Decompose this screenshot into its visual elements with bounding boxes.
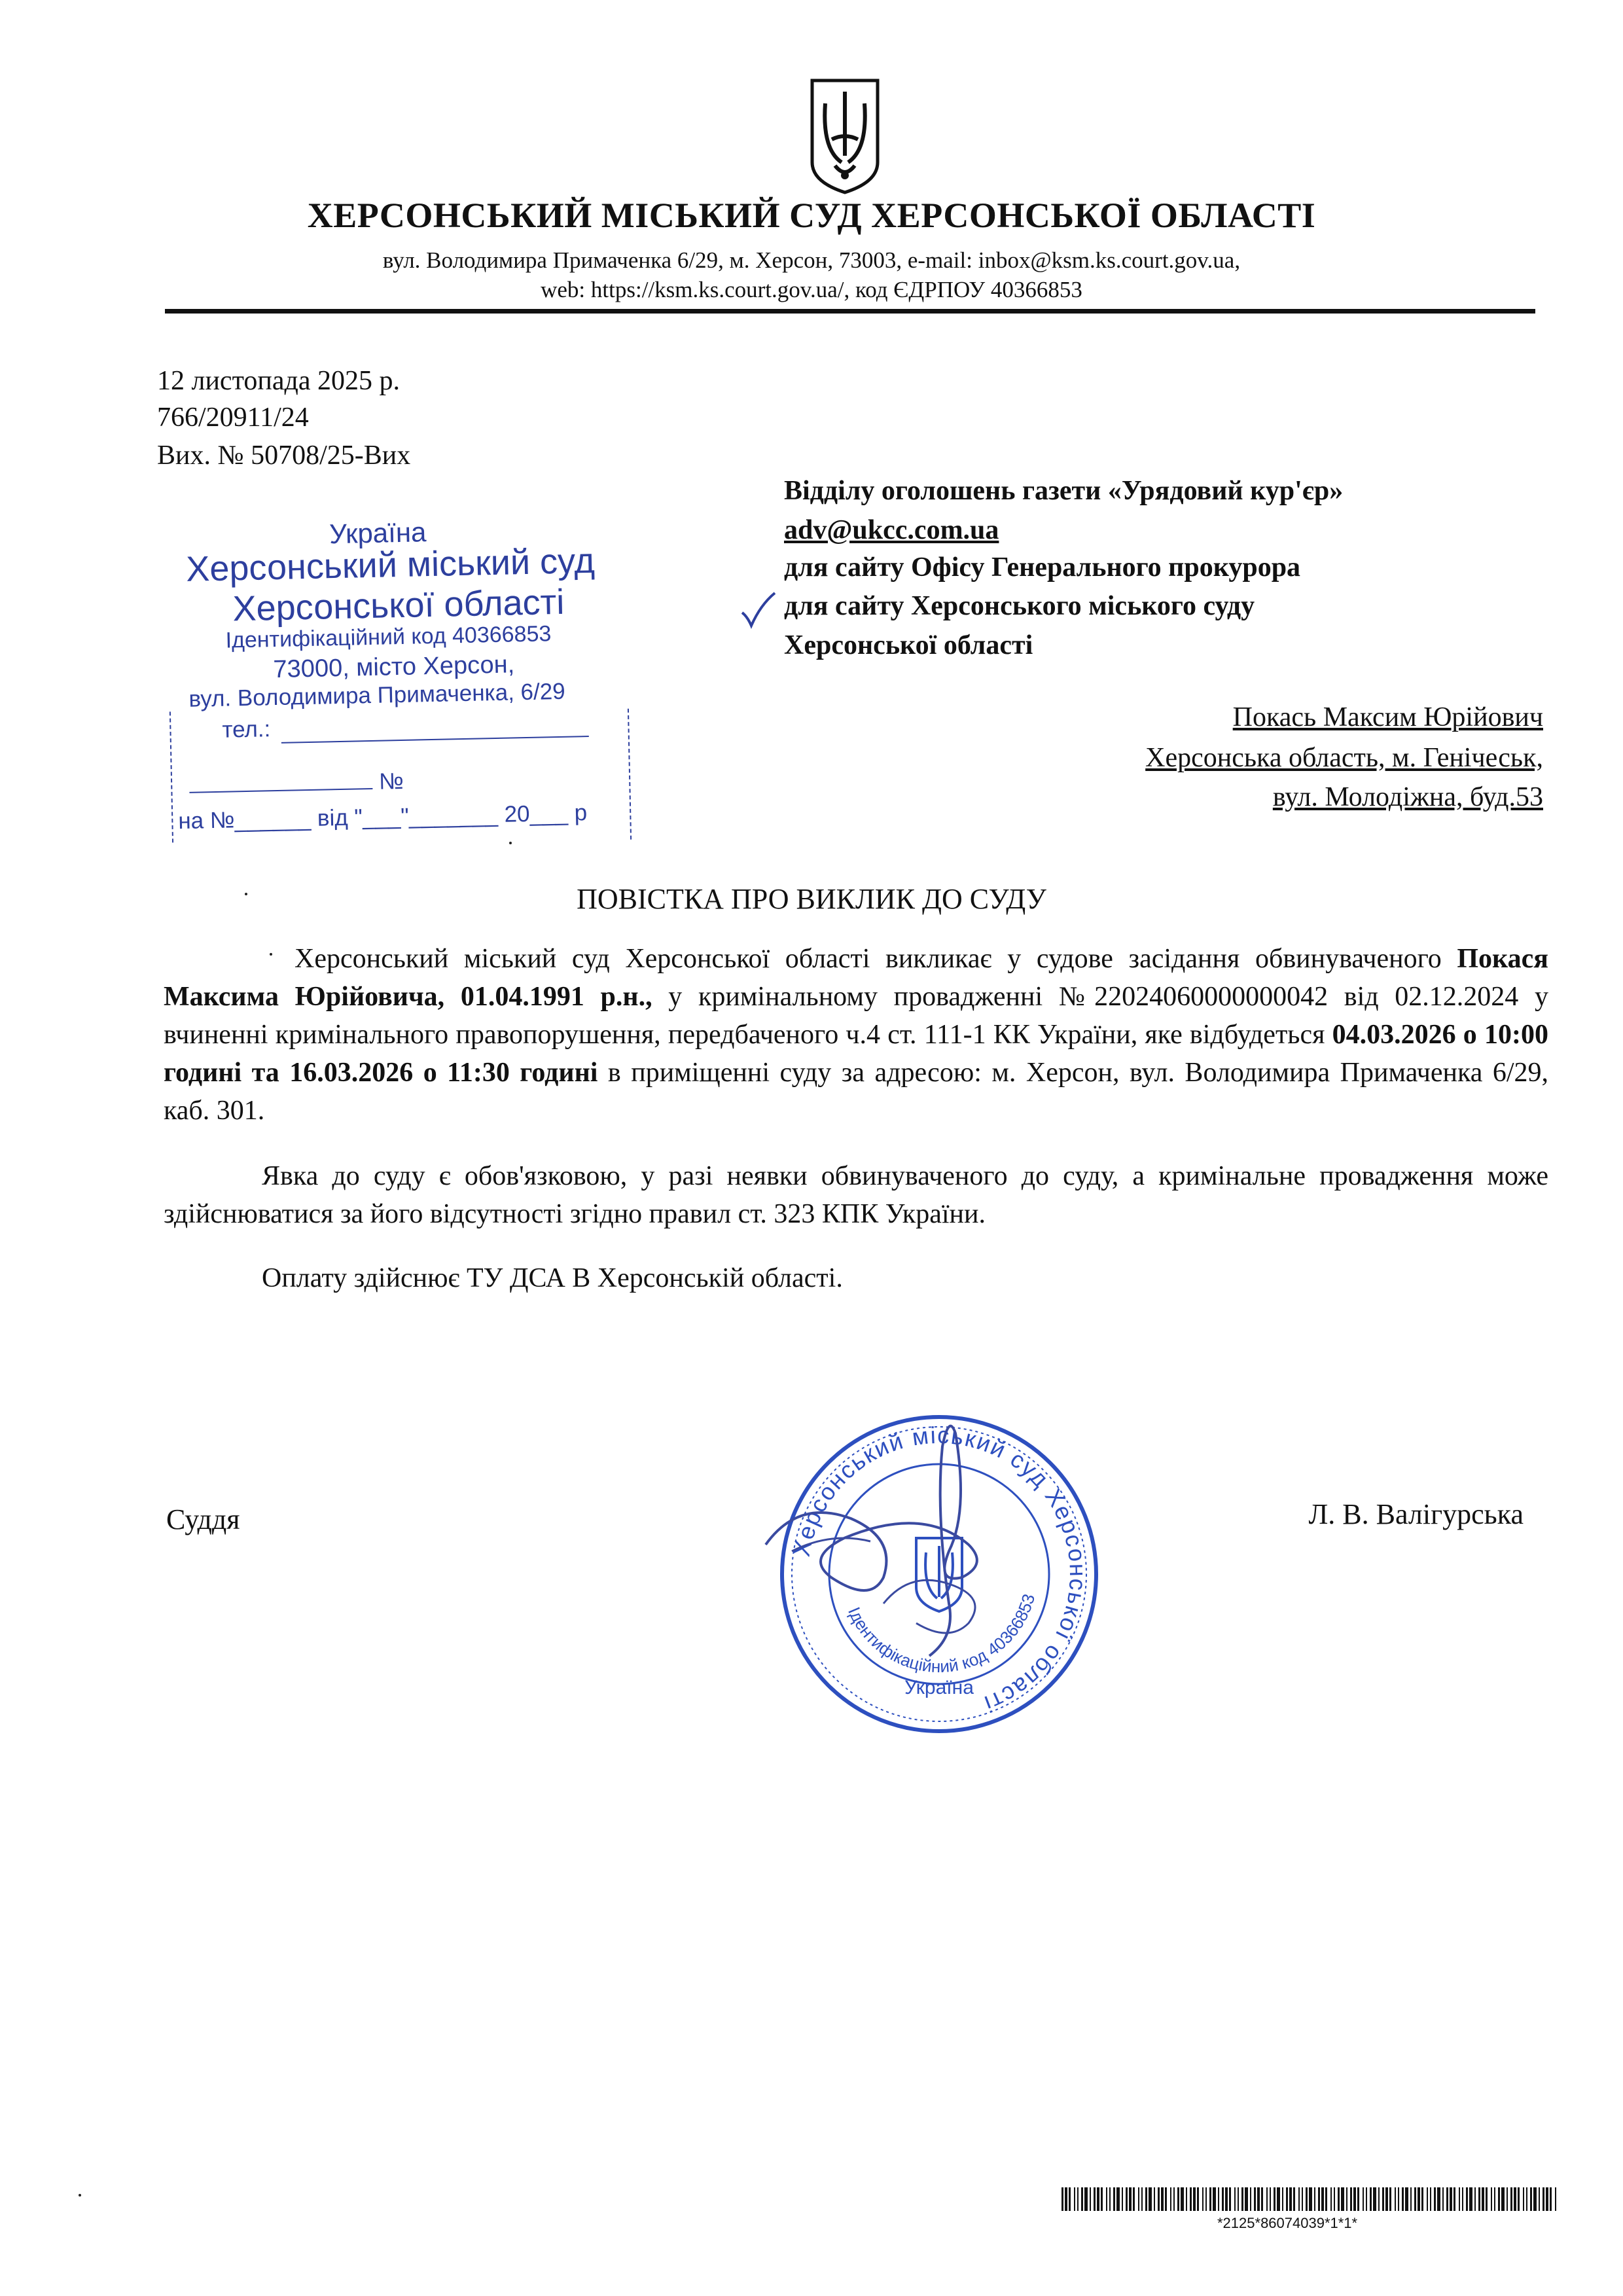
barcode-bar <box>1474 2187 1476 2211</box>
addressee-court-site: для сайту Херсонського міського суду <box>784 591 1255 621</box>
barcode-bar <box>1414 2187 1416 2211</box>
barcode-bar <box>1533 2187 1537 2211</box>
barcode-bar <box>1293 2187 1295 2211</box>
stamp-phone-label: тел.: <box>222 716 271 743</box>
stamp-reference-field: на №______ від "___"_______ 20___ р <box>177 800 588 834</box>
barcode-bar <box>1077 2187 1079 2211</box>
barcode-bar <box>1101 2187 1103 2211</box>
payment-paragraph: Оплату здійснює ТУ ДСА В Херсонській області. <box>262 1263 843 1293</box>
stamp-number-label: № <box>378 768 404 795</box>
barcode-bar <box>1370 2187 1372 2211</box>
barcode-bar <box>1357 2187 1359 2211</box>
stamp-street: вул. Володимира Примаченка, 6/29 <box>188 678 566 712</box>
barcode-bar <box>1149 2187 1152 2211</box>
barcode-bar <box>1514 2187 1516 2211</box>
barcode-bar <box>1494 2187 1495 2211</box>
barcode-bar <box>1190 2187 1192 2211</box>
judge-name: Л. В. Валігурська <box>1308 1498 1524 1530</box>
barcode-bar <box>1122 2187 1123 2211</box>
court-name: ХЕРСОНСЬКИЙ МІСЬКИЙ СУД ХЕРСОНСЬКОЇ ОБЛАСТІ <box>307 196 1316 235</box>
barcode-bar <box>1382 2187 1384 2211</box>
barcode-bar <box>1459 2187 1460 2211</box>
barcode-bar <box>1309 2187 1312 2211</box>
barcode-bar <box>1254 2187 1256 2211</box>
barcode-bar <box>1277 2187 1280 2211</box>
stamp-court-name: Херсонський міський суд <box>185 541 596 589</box>
barcode-bar <box>1338 2187 1340 2211</box>
barcode-bar <box>1238 2187 1239 2211</box>
trident-emblem-icon <box>809 77 881 195</box>
document-date: 12 листопада 2025 р. <box>157 366 401 396</box>
barcode-bar <box>1177 2187 1179 2211</box>
barcode-bar <box>1193 2187 1196 2211</box>
recipient-name: Покась Максим Юрійович <box>1232 702 1543 732</box>
barcode-bar <box>1270 2187 1271 2211</box>
barcode-bar <box>1289 2187 1292 2211</box>
barcode-bar <box>1402 2187 1404 2211</box>
barcode-bar <box>1318 2187 1320 2211</box>
seal-inner-text: Ідентифікаційний код 40366853 <box>844 1591 1039 1677</box>
barcode-bar <box>1126 2187 1128 2211</box>
barcode-bar <box>1133 2187 1135 2211</box>
barcode-bar <box>1539 2187 1540 2211</box>
barcode-bar <box>1430 2187 1431 2211</box>
summons-text-intro: Херсонський міський суд Херсонської області викликає у судове засідання обвинуваченого <box>294 944 1457 974</box>
barcode-bar <box>1469 2187 1472 2211</box>
barcode-bar <box>1395 2187 1396 2211</box>
stamp-phone-line <box>281 736 589 744</box>
barcode-bar <box>1197 2187 1199 2211</box>
barcode-bar <box>1202 2187 1204 2211</box>
barcode-bar <box>1097 2187 1099 2211</box>
document-title: ПОВІСТКА ПРО ВИКЛИК ДО СУДУ <box>577 883 1046 915</box>
barcode-bar <box>1161 2187 1164 2211</box>
barcode-bar <box>1346 2187 1347 2211</box>
barcode-bar <box>1385 2187 1388 2211</box>
barcode-bar <box>1241 2187 1243 2211</box>
barcode-bar <box>1373 2187 1376 2211</box>
case-number: 766/20911/24 <box>157 403 309 433</box>
addressee-court-region: Херсонської області <box>784 630 1033 660</box>
judge-signature <box>753 1407 1119 1702</box>
barcode-bar <box>1501 2187 1505 2211</box>
barcode-bar <box>1410 2187 1412 2211</box>
hearing-dates: 04.03.2026 о 10:00 годині та 16.03.2026 о 11:30 годині <box>164 1020 1548 1088</box>
barcode-bar <box>1498 2187 1500 2211</box>
seal-country: Україна <box>904 1677 974 1698</box>
speck-dot <box>509 842 512 844</box>
barcode-bar <box>1213 2187 1216 2211</box>
barcode-bar <box>1543 2187 1544 2211</box>
barcode-bar <box>1442 2187 1444 2211</box>
barcode-bar <box>1065 2187 1067 2211</box>
barcode-bar <box>1510 2187 1512 2211</box>
barcode-bar <box>1446 2187 1448 2211</box>
defendant-name: Покася Максима Юрійовича, 01.04.1991 р.н., <box>164 944 1548 1012</box>
barcode-bar <box>1482 2187 1484 2211</box>
barcode-bar <box>1069 2187 1071 2211</box>
barcode-bar <box>1170 2187 1171 2211</box>
barcode-bar <box>1366 2187 1367 2211</box>
barcode-bar <box>1302 2187 1303 2211</box>
summons-text-place: в приміщенні суду за адресою: м. Херсон, вул. Володимира Примаченка 6/29, каб. 301. <box>164 1058 1548 1126</box>
barcode-bar <box>1325 2187 1327 2211</box>
speck-dot <box>270 953 272 956</box>
barcode-bar <box>1129 2187 1132 2211</box>
barcode-bar <box>1061 2187 1063 2211</box>
barcode-bar <box>1154 2187 1155 2211</box>
barcode-bar <box>1109 2187 1111 2211</box>
header-divider <box>165 309 1535 314</box>
barcode-bar <box>1306 2187 1308 2211</box>
barcode-bar <box>1363 2187 1364 2211</box>
barcode-bar <box>1518 2187 1520 2211</box>
stamp-city: 73000, місто Херсон, <box>273 651 515 684</box>
barcode-bar <box>1491 2187 1492 2211</box>
barcode-bar <box>1341 2187 1344 2211</box>
barcode-bar <box>1546 2187 1548 2211</box>
speck-dot <box>245 893 247 895</box>
addressee-prosecutor-site: для сайту Офісу Генерального прокурора <box>784 552 1301 583</box>
barcode-bar <box>1378 2187 1380 2211</box>
barcode-bar <box>1389 2187 1391 2211</box>
barcode-bar <box>1334 2187 1335 2211</box>
barcode-bar <box>1229 2187 1231 2211</box>
addressee-email: adv@ukcc.com.ua <box>784 515 999 545</box>
barcode-bar <box>1261 2187 1263 2211</box>
barcode-bar <box>1138 2187 1139 2211</box>
recipient-street: вул. Молодіжна, буд.53 <box>1272 782 1543 812</box>
barcode-bar <box>1234 2187 1236 2211</box>
barcode-bar <box>1434 2187 1436 2211</box>
barcode-bar <box>1550 2187 1552 2211</box>
barcode-bar <box>1298 2187 1300 2211</box>
barcode-bar <box>1437 2187 1440 2211</box>
summons-paragraph <box>164 940 1548 1130</box>
speck-dot <box>79 2194 81 2197</box>
stamp-region: Херсонської області <box>232 582 565 629</box>
barcode-bar <box>1245 2187 1248 2211</box>
barcode-bar <box>1321 2187 1324 2211</box>
recipient-city: Херсонська область, м. Генічеськ, <box>1145 743 1543 773</box>
barcode-bar <box>1466 2187 1468 2211</box>
barcode-bar <box>1145 2187 1147 2211</box>
addressee-newspaper: Відділу оголошень газети «Урядовий кур'єр» <box>784 476 1344 506</box>
court-web-and-code: web: https://ksm.ks.court.gov.ua/, код ЄДРПОУ 40366853 <box>541 277 1082 302</box>
seal-outer-text: Херсонський міський суд Херсонської області <box>787 1421 1092 1719</box>
barcode-bar <box>1209 2187 1211 2211</box>
outgoing-number: Вих. № 50708/25-Вих <box>157 440 411 471</box>
attendance-paragraph: Явка до суду є обов'язковою, у разі неявки обвинуваченого до суду, а кримінальне провадження може здійснюватися за його відсутності згідно правил ст. 323 КПК України. <box>164 1161 1548 1229</box>
registration-stamp <box>172 512 630 852</box>
barcode-bar <box>1421 2187 1423 2211</box>
barcode-bar <box>1186 2187 1187 2211</box>
barcode-bar <box>1454 2187 1455 2211</box>
barcode-bar <box>1523 2187 1524 2211</box>
barcode-bar <box>1257 2187 1260 2211</box>
barcode-bar <box>1084 2187 1088 2211</box>
stamp-country: Україна <box>329 516 427 550</box>
barcode-bar <box>1250 2187 1251 2211</box>
barcode-bar <box>1266 2187 1268 2211</box>
barcode-bar <box>1141 2187 1143 2211</box>
summons-text-case: у кримінальному провадженні №22024060000000042 від 02.12.2024 у вчиненні кримінального правопорушення, передбаченого ч.4 ст. 111-1 КК України, яке відбудеться <box>164 982 1548 1050</box>
barcode-bar <box>1398 2187 1399 2211</box>
barcode-bar <box>1427 2187 1428 2211</box>
stamp-border-right <box>628 709 632 840</box>
barcode-bar <box>1274 2187 1275 2211</box>
barcode-bar <box>1507 2187 1508 2211</box>
barcode-bar <box>1205 2187 1207 2211</box>
barcode-bar <box>1094 2187 1096 2211</box>
barcode-bar <box>1116 2187 1120 2211</box>
barcode-bar <box>1314 2187 1315 2211</box>
barcode-bar <box>1486 2187 1488 2211</box>
barcode-bar <box>1555 2187 1556 2211</box>
barcode-bar <box>1218 2187 1219 2211</box>
barcode-bar <box>1526 2187 1527 2211</box>
barcode-bar <box>1081 2187 1083 2211</box>
checkmark-icon <box>738 590 777 630</box>
judge-role-label: Суддя <box>166 1503 240 1535</box>
barcode-bar <box>1113 2187 1115 2211</box>
stamp-border-left <box>169 711 173 842</box>
barcode-bar <box>1462 2187 1463 2211</box>
barcode-bar <box>1353 2187 1356 2211</box>
barcode-bar <box>1090 2187 1091 2211</box>
barcode-bar <box>1350 2187 1352 2211</box>
barcode-bar <box>1282 2187 1283 2211</box>
barcode-bar <box>1478 2187 1480 2211</box>
barcode-bar <box>1330 2187 1332 2211</box>
barcode-bar <box>1418 2187 1420 2211</box>
court-address: вул. Володимира Примаченка 6/29, м. Херсон, 73003, e-mail: inbox@ksm.ks.court.gov.ua, <box>382 247 1241 273</box>
barcode-bar <box>1106 2187 1107 2211</box>
stamp-id-code: Ідентифікаційний код 40366853 <box>225 621 552 653</box>
barcode-bar <box>1530 2187 1532 2211</box>
barcode-bar <box>1165 2187 1167 2211</box>
barcode-bar <box>1225 2187 1228 2211</box>
barcode-bar <box>1173 2187 1175 2211</box>
barcode-bar <box>1074 2187 1075 2211</box>
barcode-bar <box>1450 2187 1452 2211</box>
stamp-number-field <box>189 768 404 799</box>
barcode-number: *2125*86074039*1*1* <box>1217 2215 1358 2231</box>
barcode-bar <box>1286 2187 1288 2211</box>
barcode-bar <box>1405 2187 1408 2211</box>
barcode-bar <box>1158 2187 1160 2211</box>
barcode-bar <box>1181 2187 1184 2211</box>
barcode-bar <box>1222 2187 1224 2211</box>
